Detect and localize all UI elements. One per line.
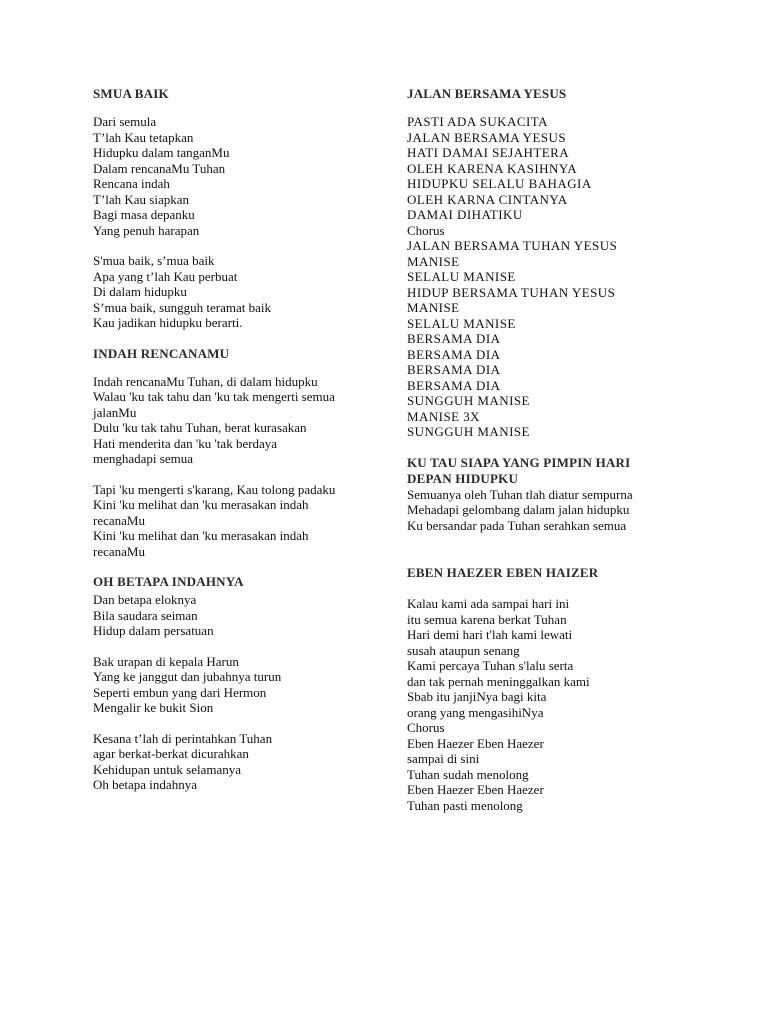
lyric-line: Yang ke janggut dan jubahnya turun (93, 669, 282, 684)
lyric-line: MANISE 3X (407, 408, 481, 424)
lyric-line: recanaMu (93, 512, 145, 528)
song-title (407, 455, 692, 487)
lyric-line: Seperti embun yang dari Hermon (93, 684, 267, 700)
lyric-line: menghadapi semua (93, 451, 193, 466)
lyric-line: Sbab itu janjiNya bagi kita (407, 689, 547, 704)
lyric-line: S'mua baik, s’mua baik (93, 253, 215, 268)
lyric-line: SELALU MANISE (407, 315, 516, 331)
stanza (407, 487, 692, 534)
lyric-line: JALAN BERSAMA TUHAN YESUS (407, 238, 618, 253)
lyric-line: Dari semula (93, 114, 157, 129)
lyric-line: Dalam rencanaMu Tuhan (93, 160, 226, 176)
lyric-line: Kini 'ku melihat dan 'ku merasakan indah (93, 528, 309, 543)
lyric-line: Dan betapa eloknya (93, 592, 197, 607)
lyric-line: SELALU MANISE (407, 269, 516, 284)
lyric-line: Ku bersandar pada Tuhan serahkan semua (407, 517, 627, 533)
stanza (93, 482, 378, 560)
lyric-line: Di dalam hidupku (93, 284, 187, 299)
lyric-line: T’lah Kau tetapkan (93, 129, 194, 145)
lyric-line: Kami percaya Tuhan s'lalu serta (407, 658, 574, 673)
stanza (93, 374, 378, 467)
lyric-line: HIDUP BERSAMA TUHAN YESUS (407, 284, 616, 300)
lyric-line: Kini 'ku melihat dan 'ku merasakan indah (93, 497, 309, 512)
lyric-line: Hari demi hari t'lah kami lewati (407, 627, 573, 642)
lyric-line: recanaMu (93, 543, 145, 559)
lyric-line: Walau 'ku tak tahu dan 'ku tak mengerti semua (93, 389, 335, 404)
lyric-line: Apa yang t’lah Kau perbuat (93, 268, 238, 284)
lyric-line: itu semua karena berkat Tuhan (407, 611, 567, 627)
lyric-line: DAMAI DIHATIKU (407, 207, 523, 222)
lyric-line: Eben Haezer Eben Haezer (407, 782, 544, 797)
lyric-line: Tuhan pasti menolong (407, 797, 523, 813)
lyric-line: Kehidupan untuk selamanya (93, 761, 242, 777)
stanza (93, 654, 378, 716)
lyric-line: jalanMu (93, 404, 137, 420)
lyric-line: HATI DAMAI SEJAHTERA (407, 145, 570, 160)
lyric-line: T’lah Kau siapkan (93, 191, 190, 207)
song-ku-tau-siapa (407, 455, 692, 534)
lyric-line: Rencana indah (93, 176, 170, 191)
stanza (93, 592, 378, 639)
lyric-line: PASTI ADA SUKACITA (407, 114, 548, 129)
lyric-line: Bagi masa depanku (93, 207, 195, 222)
stanza (93, 114, 378, 238)
song-title: JALAN BERSAMA YESUS (407, 86, 567, 101)
song-indah-rencanamu (93, 346, 378, 560)
song-title: EBEN HAEZER EBEN HAIZER (407, 565, 599, 580)
lyric-line: Tapi 'ku mengerti s'karang, Kau tolong padaku (93, 481, 336, 497)
stanza (93, 731, 378, 793)
lyric-line: Kau jadikan hidupku berarti. (93, 315, 243, 330)
song-title: INDAH RENCANAMU (93, 345, 230, 361)
lyric-line: Bila saudara seiman (93, 607, 198, 623)
lyric-line: Indah rencanaMu Tuhan, di dalam hidupku (93, 373, 318, 389)
song-title: OH BETAPA INDAHNYA (93, 574, 244, 589)
song-eben-haezer (407, 565, 692, 813)
lyric-line: Chorus (407, 222, 445, 238)
lyric-line: Hati menderita dan 'ku 'tak berdaya (93, 435, 278, 451)
song-title-line: KU TAU SIAPA YANG PIMPIN HARI (407, 454, 631, 470)
lyric-line: S’mua baik, sungguh teramat baik (93, 299, 271, 315)
right-column (407, 86, 692, 828)
left-column (93, 86, 378, 808)
song-jalan-bersama-yesus (407, 86, 692, 440)
lyric-line: OLEH KARNA CINTANYA (407, 191, 568, 207)
lyric-line: Hidup dalam persatuan (93, 623, 214, 638)
lyric-line: Mengalir ke bukit Sion (93, 700, 214, 715)
lyric-line: SUNGGUH MANISE (407, 393, 530, 408)
lyric-line: Semuanya oleh Tuhan tlah diatur sempurna (407, 486, 633, 502)
lyric-line: orang yang mengasihiNya (407, 704, 544, 720)
lyric-line: MANISE (407, 253, 460, 269)
lyric-line: JALAN BERSAMA YESUS (407, 129, 567, 145)
song-title: SMUA BAIK (93, 86, 169, 101)
lyric-line: Kesana t’lah di perintahkan Tuhan (93, 730, 273, 746)
lyric-line: Hidupku dalam tanganMu (93, 145, 230, 160)
lyric-line: BERSAMA DIA (407, 331, 501, 346)
lyric-line: Eben Haezer Eben Haezer (407, 735, 544, 751)
song-smua-baik (93, 86, 378, 331)
lyric-line: susah ataupun senang (407, 642, 520, 658)
stanza (407, 114, 692, 440)
lyric-line: Tuhan sudah menolong (407, 766, 529, 782)
lyric-line: BERSAMA DIA (407, 346, 501, 362)
lyric-line: BERSAMA DIA (407, 377, 501, 393)
lyric-line: BERSAMA DIA (407, 362, 501, 377)
lyric-line: SUNGGUH MANISE (407, 424, 530, 439)
lyric-line: Bak urapan di kepala Harun (93, 653, 239, 669)
lyric-line: sampai di sini (407, 751, 480, 766)
lyric-line: Dulu 'ku tak tahu Tuhan, berat kurasakan (93, 420, 307, 435)
lyric-line: OLEH KARENA KASIHNYA (407, 160, 578, 176)
lyric-line: Kalau kami ada sampai hari ini (407, 596, 570, 611)
lyric-line: agar berkat-berkat dicurahkan (93, 746, 249, 761)
lyric-line: MANISE (407, 300, 460, 315)
stanza (93, 253, 378, 331)
stanza (407, 596, 692, 813)
lyric-line: Chorus (407, 720, 445, 735)
lyric-line: dan tak pernah meninggalkan kami (407, 673, 590, 689)
lyric-line: Oh betapa indahnya (93, 777, 197, 792)
lyric-line: Mehadapi gelombang dalam jalan hidupku (407, 502, 630, 517)
lyric-line: HIDUPKU SELALU BAHAGIA (407, 176, 592, 191)
lyric-line: Yang penuh harapan (93, 222, 200, 238)
song-oh-betapa-indahnya (93, 574, 378, 793)
song-title-line: DEPAN HIDUPKU (407, 470, 519, 486)
